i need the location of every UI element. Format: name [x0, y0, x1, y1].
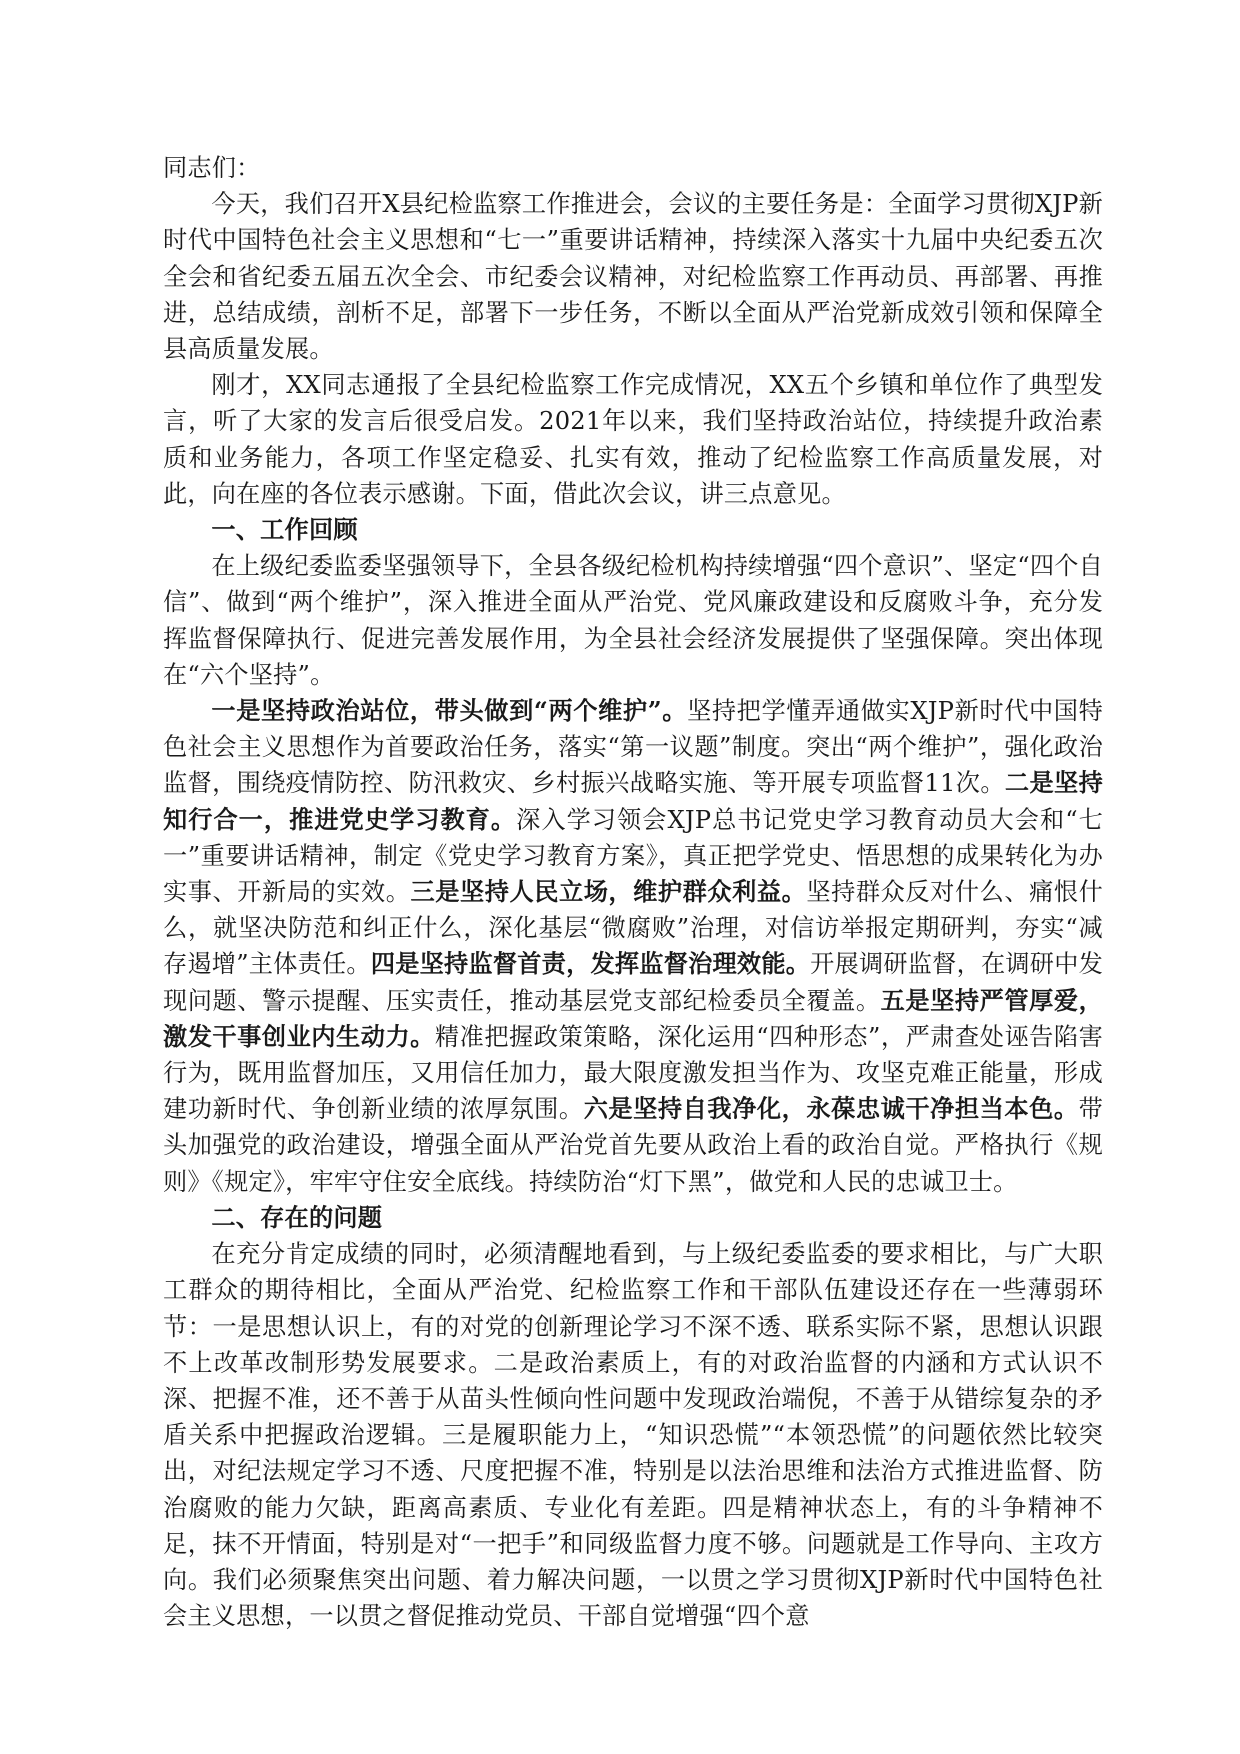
- point-3-lead: 三是坚持人民立场，维护群众利益。: [410, 877, 807, 907]
- document-page: [163, 150, 1103, 1634]
- point-2-text: 深入学习领会XJP总书记党史学习教育动员大会和“七一”重要讲话精神，制定《党史学习教育方案》，真正把学党史、悟思想的成果转化为办实事、开新局的实效。: [163, 805, 1103, 907]
- intro-paragraph-1: 今天，我们召开X县纪检监察工作推进会，会议的主要任务是：全面学习贯彻XJP新时代中国特色社会主义思想和“七一”重要讲话精神，持续深入落实十九届中央纪委五次全会和省纪委五届五次全会、市纪委会议精神，对纪检监察工作再动员、再部署、再推进，总结成绩，剖析不足，部署下一步任务，不断以全面从严治党新成效引领和保障全县高质量发展。: [163, 190, 1103, 364]
- section-heading-problems: 二、存在的问题: [211, 1202, 383, 1232]
- point-1-text: 坚持把学懂弄通做实XJP新时代中国特色社会主义思想作为首要政治任务，落实“第一议题”制度。突出“两个维护”，强化政治监督，围绕疫情防控、防汛救灾、乡村振兴战略实施、等开展专项监督11次。: [163, 697, 1104, 798]
- point-6-lead: 六是坚持自我净化，永葆忠诚干净担当本色。: [583, 1094, 1079, 1124]
- point-3-text: 坚持群众反对什么、痛恨什么，就坚决防范和纠正什么，深化基层“微腐败”治理，对信访举报定期研判，夯实“减存遏增”主体责任。: [163, 878, 1103, 979]
- point-4-lead: 四是坚持监督首责，发挥监督治理效能。: [370, 949, 811, 979]
- point-1-lead: 一是坚持政治站位，带头做到“两个维护”。: [211, 696, 688, 726]
- review-points-paragraph: [163, 693, 1103, 1200]
- point-4-text: 开展调研监督，在调研中发现问题、警示提醒、压实责任，推动基层党支部纪检委员全覆盖。: [163, 950, 1104, 1015]
- salutation: 同志们：: [163, 154, 261, 182]
- point-5-lead: 五是坚持严管厚爱，激发干事创业内生动力。: [163, 985, 1103, 1051]
- point-6-text: 带头加强党的政治建设，增强全面从严治党首先要从政治上看的政治自觉。严格执行《规则》《规定》，牢牢守住安全底线。持续防治“灯下黑”，做党和人民的忠诚卫士。: [163, 1095, 1103, 1196]
- point-2-lead: 二是坚持知行合一，推进党史学习教育。: [163, 768, 1103, 834]
- intro-paragraph-2: 刚才，XX同志通报了全县纪检监察工作完成情况，XX五个乡镇和单位作了典型发言，听了大家的发言后很受启发。2021年以来，我们坚持政治站位，持续提升政治素质和业务能力，各项工作坚定稳妥、扎实有效，推动了纪检监察工作高质量发展，对此，向在座的各位表示感谢。下面，借此次会议，讲三点意见。: [163, 371, 1103, 508]
- problems-paragraph: 在充分肯定成绩的同时，必须清醒地看到，与上级纪委监委的要求相比，与广大职工群众的期待相比，全面从严治党、纪检监察工作和干部队伍建设还存在一些薄弱环节：一是思想认识上，有的对党的创新理论学习不深不透、联系实际不紧，思想认识跟不上改革改制形势发展要求。二是政治素质上，有的对政治监督的内涵和方式认识不深、把握不准，还不善于从苗头性倾向性问题中发现政治端倪，不善于从错综复杂的矛盾关系中把握政治逻辑。三是履职能力上，“知识恐慌”“本领恐慌”的问题依然比较突出，对纪法规定学习不透、尺度把握不准，特别是以法治思维和法治方式推进监督、防治腐败的能力欠缺，距离高素质、专业化有差距。四是精神状态上，有的斗争精神不足，抹不开情面，特别是对“一把手”和同级监督力度不够。问题就是工作导向、主攻方向。我们必须聚焦突出问题、着力解决问题，一以贯之学习贯彻XJP新时代中国特色社会主义思想，一以贯之督促推动党员、干部自觉增强“四个意: [163, 1240, 1103, 1631]
- section-heading-review: 一、工作回顾: [211, 515, 358, 545]
- point-5-text: 精准把握政策策略，深化运用“四种形态”，严肃查处诬告陷害行为，既用监督加压，又用信任加力，最大限度激发担当作为、攻坚克难正能量，形成建功新时代、争创新业绩的浓厚氛围。: [163, 1022, 1103, 1124]
- review-summary-paragraph: 在上级纪委监委坚强领导下，全县各级纪检机构持续增强“四个意识”、坚定“四个自信”、做到“两个维护”，深入推进全面从严治党、党风廉政建设和反腐败斗争，充分发挥监督保障执行、促进完善发展作用，为全县社会经济发展提供了坚强保障。突出体现在“六个坚持”。: [163, 552, 1103, 689]
